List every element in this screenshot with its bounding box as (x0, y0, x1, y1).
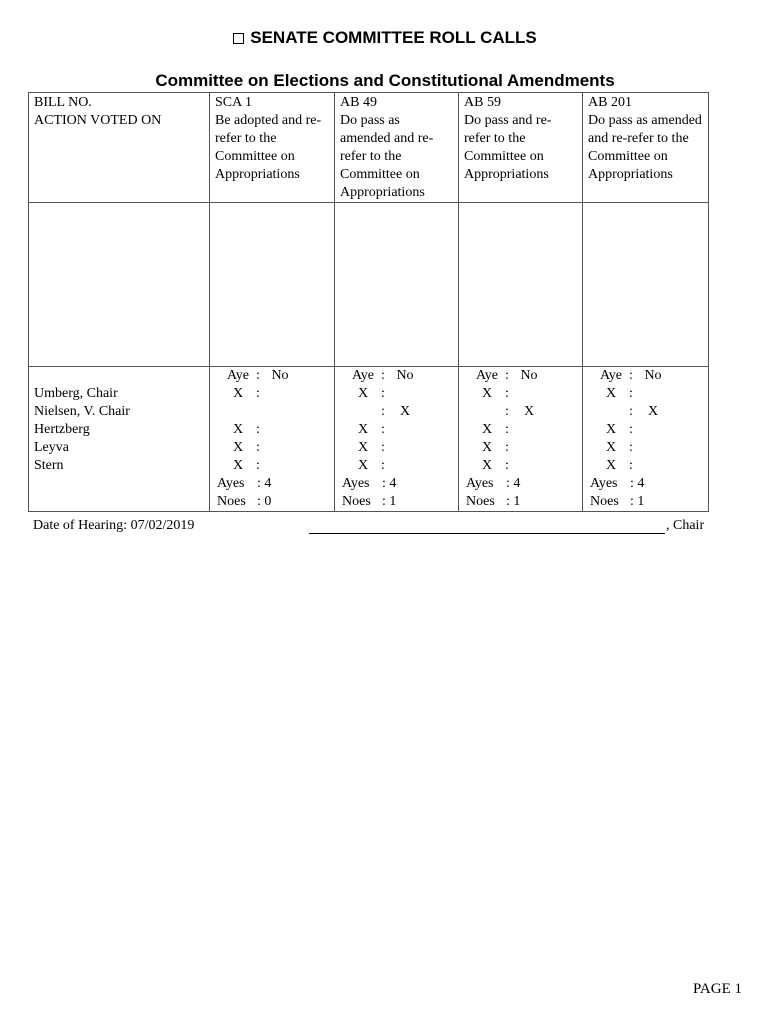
member-name: Stern (29, 457, 210, 475)
aye-mark: X (605, 422, 617, 437)
noes-label: Noes (217, 494, 246, 509)
bill-action: Do pass and re-refer to the Committee on Appropriations (464, 113, 552, 182)
no-mark: X (647, 404, 659, 419)
aye-mark: X (232, 386, 244, 401)
vote-header-cell (335, 367, 459, 386)
member-name: Leyva (29, 439, 210, 457)
vote-sep: : (629, 422, 633, 437)
noes-label: Noes (342, 494, 371, 509)
vote-cell (583, 403, 709, 421)
noes-count: : 0 (257, 494, 272, 509)
vote-cell (459, 385, 583, 403)
no-mark: X (523, 404, 535, 419)
member-row (29, 457, 709, 475)
bill-number: SCA 1 (215, 95, 252, 110)
sep-header: : (629, 368, 633, 383)
bill-number: AB 201 (588, 95, 632, 110)
bill-cell (210, 93, 335, 203)
hearing-date: Date of Hearing: 07/02/2019 (33, 518, 195, 533)
action-voted-label: ACTION VOTED ON (34, 113, 162, 128)
vote-sep: : (381, 404, 385, 419)
ayes-count: : 4 (382, 476, 397, 491)
roll-call-table (28, 92, 709, 512)
vote-sep: : (381, 458, 385, 473)
noes-count: : 1 (630, 494, 645, 509)
bill-no-label: BILL NO. (34, 95, 92, 110)
bill-cell (335, 93, 459, 203)
vote-cell (210, 439, 335, 457)
bill-number: AB 49 (340, 95, 377, 110)
no-header: No (396, 368, 414, 383)
sep-header: : (381, 368, 385, 383)
ayes-count: : 4 (506, 476, 521, 491)
ayes-label: Ayes (342, 476, 370, 491)
chair-suffix: , Chair (666, 518, 705, 533)
vote-cell (210, 403, 335, 421)
bill-action: Do pass as amended and re-refer to the Committee on Appropriations (588, 113, 702, 182)
aye-mark: X (357, 386, 369, 401)
vote-sep: : (505, 440, 509, 455)
vote-sep: : (629, 458, 633, 473)
aye-mark: X (232, 440, 244, 455)
committee-name: Committee on Elections and Constitutional Amendments (155, 71, 615, 90)
aye-header: Aye (351, 368, 375, 383)
action-label-cell (29, 93, 210, 203)
vote-cell (583, 439, 709, 457)
aye-mark: X (605, 440, 617, 455)
vote-cell (583, 457, 709, 475)
bill-cell (583, 93, 709, 203)
document-title (0, 28, 770, 48)
vote-cell (583, 385, 709, 403)
noes-count: : 1 (382, 494, 397, 509)
vote-header-row (29, 367, 709, 386)
ayes-label: Ayes (466, 476, 494, 491)
vote-sep: : (505, 404, 509, 419)
ayes-label: Ayes (590, 476, 618, 491)
tally-cell (583, 475, 709, 512)
aye-mark: X (232, 422, 244, 437)
vote-sep: : (629, 386, 633, 401)
member-row (29, 403, 709, 421)
chair-signature (309, 518, 704, 534)
action-spacer-row (29, 203, 709, 367)
page-number: PAGE 1 (692, 981, 742, 997)
vote-header-cell (210, 367, 335, 386)
bill-number: AB 59 (464, 95, 501, 110)
ayes-count: : 4 (257, 476, 272, 491)
member-name: Umberg, Chair (29, 385, 210, 403)
sep-header: : (256, 368, 260, 383)
member-row (29, 385, 709, 403)
no-mark: X (399, 404, 411, 419)
member-row (29, 421, 709, 439)
vote-cell (459, 439, 583, 457)
vote-sep: : (256, 386, 260, 401)
vote-sep: : (256, 458, 260, 473)
noes-label: Noes (590, 494, 619, 509)
ayes-count: : 4 (630, 476, 645, 491)
noes-label: Noes (466, 494, 495, 509)
aye-mark: X (357, 422, 369, 437)
no-header: No (644, 368, 662, 383)
vote-cell (459, 421, 583, 439)
signature-line[interactable] (309, 519, 665, 534)
sep-header: : (505, 368, 509, 383)
vote-sep: : (256, 422, 260, 437)
member-name: Nielsen, V. Chair (29, 403, 210, 421)
vote-cell (335, 439, 459, 457)
tally-cell (335, 475, 459, 512)
bill-cell (459, 93, 583, 203)
vote-sep: : (381, 440, 385, 455)
aye-mark: X (605, 458, 617, 473)
aye-header: Aye (599, 368, 623, 383)
vote-cell (335, 403, 459, 421)
member-name: Hertzberg (29, 421, 210, 439)
vote-sep: : (505, 386, 509, 401)
aye-mark: X (605, 386, 617, 401)
vote-header-cell (459, 367, 583, 386)
vote-cell (210, 385, 335, 403)
aye-mark: X (357, 440, 369, 455)
vote-sep: : (629, 440, 633, 455)
vote-cell (210, 421, 335, 439)
aye-header: Aye (475, 368, 499, 383)
aye-mark: X (481, 386, 493, 401)
aye-mark: X (481, 440, 493, 455)
vote-cell (459, 457, 583, 475)
vote-cell (210, 457, 335, 475)
checkbox-icon[interactable] (233, 33, 244, 44)
bill-action: Do pass as amended and re-refer to the Committee on Appropriations (340, 113, 434, 200)
aye-header: Aye (226, 368, 250, 383)
member-row (29, 439, 709, 457)
noes-count: : 1 (506, 494, 521, 509)
vote-sep: : (381, 422, 385, 437)
vote-header-cell (583, 367, 709, 386)
aye-mark: X (481, 422, 493, 437)
no-header: No (271, 368, 289, 383)
vote-cell (583, 421, 709, 439)
vote-sep: : (505, 422, 509, 437)
title-text: SENATE COMMITTEE ROLL CALLS (250, 28, 537, 47)
ayes-label: Ayes (217, 476, 245, 491)
vote-sep: : (505, 458, 509, 473)
vote-cell (459, 403, 583, 421)
bill-row (29, 93, 709, 203)
vote-sep: : (381, 386, 385, 401)
no-header: No (520, 368, 538, 383)
aye-mark: X (481, 458, 493, 473)
vote-cell (335, 385, 459, 403)
vote-sep: : (256, 440, 260, 455)
vote-sep: : (629, 404, 633, 419)
tally-row (29, 475, 709, 512)
bill-action: Be adopted and re-refer to the Committee on Appropriations (215, 113, 322, 182)
tally-cell (210, 475, 335, 512)
vote-cell (335, 457, 459, 475)
aye-mark: X (357, 458, 369, 473)
vote-cell (335, 421, 459, 439)
tally-cell (459, 475, 583, 512)
aye-mark: X (232, 458, 244, 473)
